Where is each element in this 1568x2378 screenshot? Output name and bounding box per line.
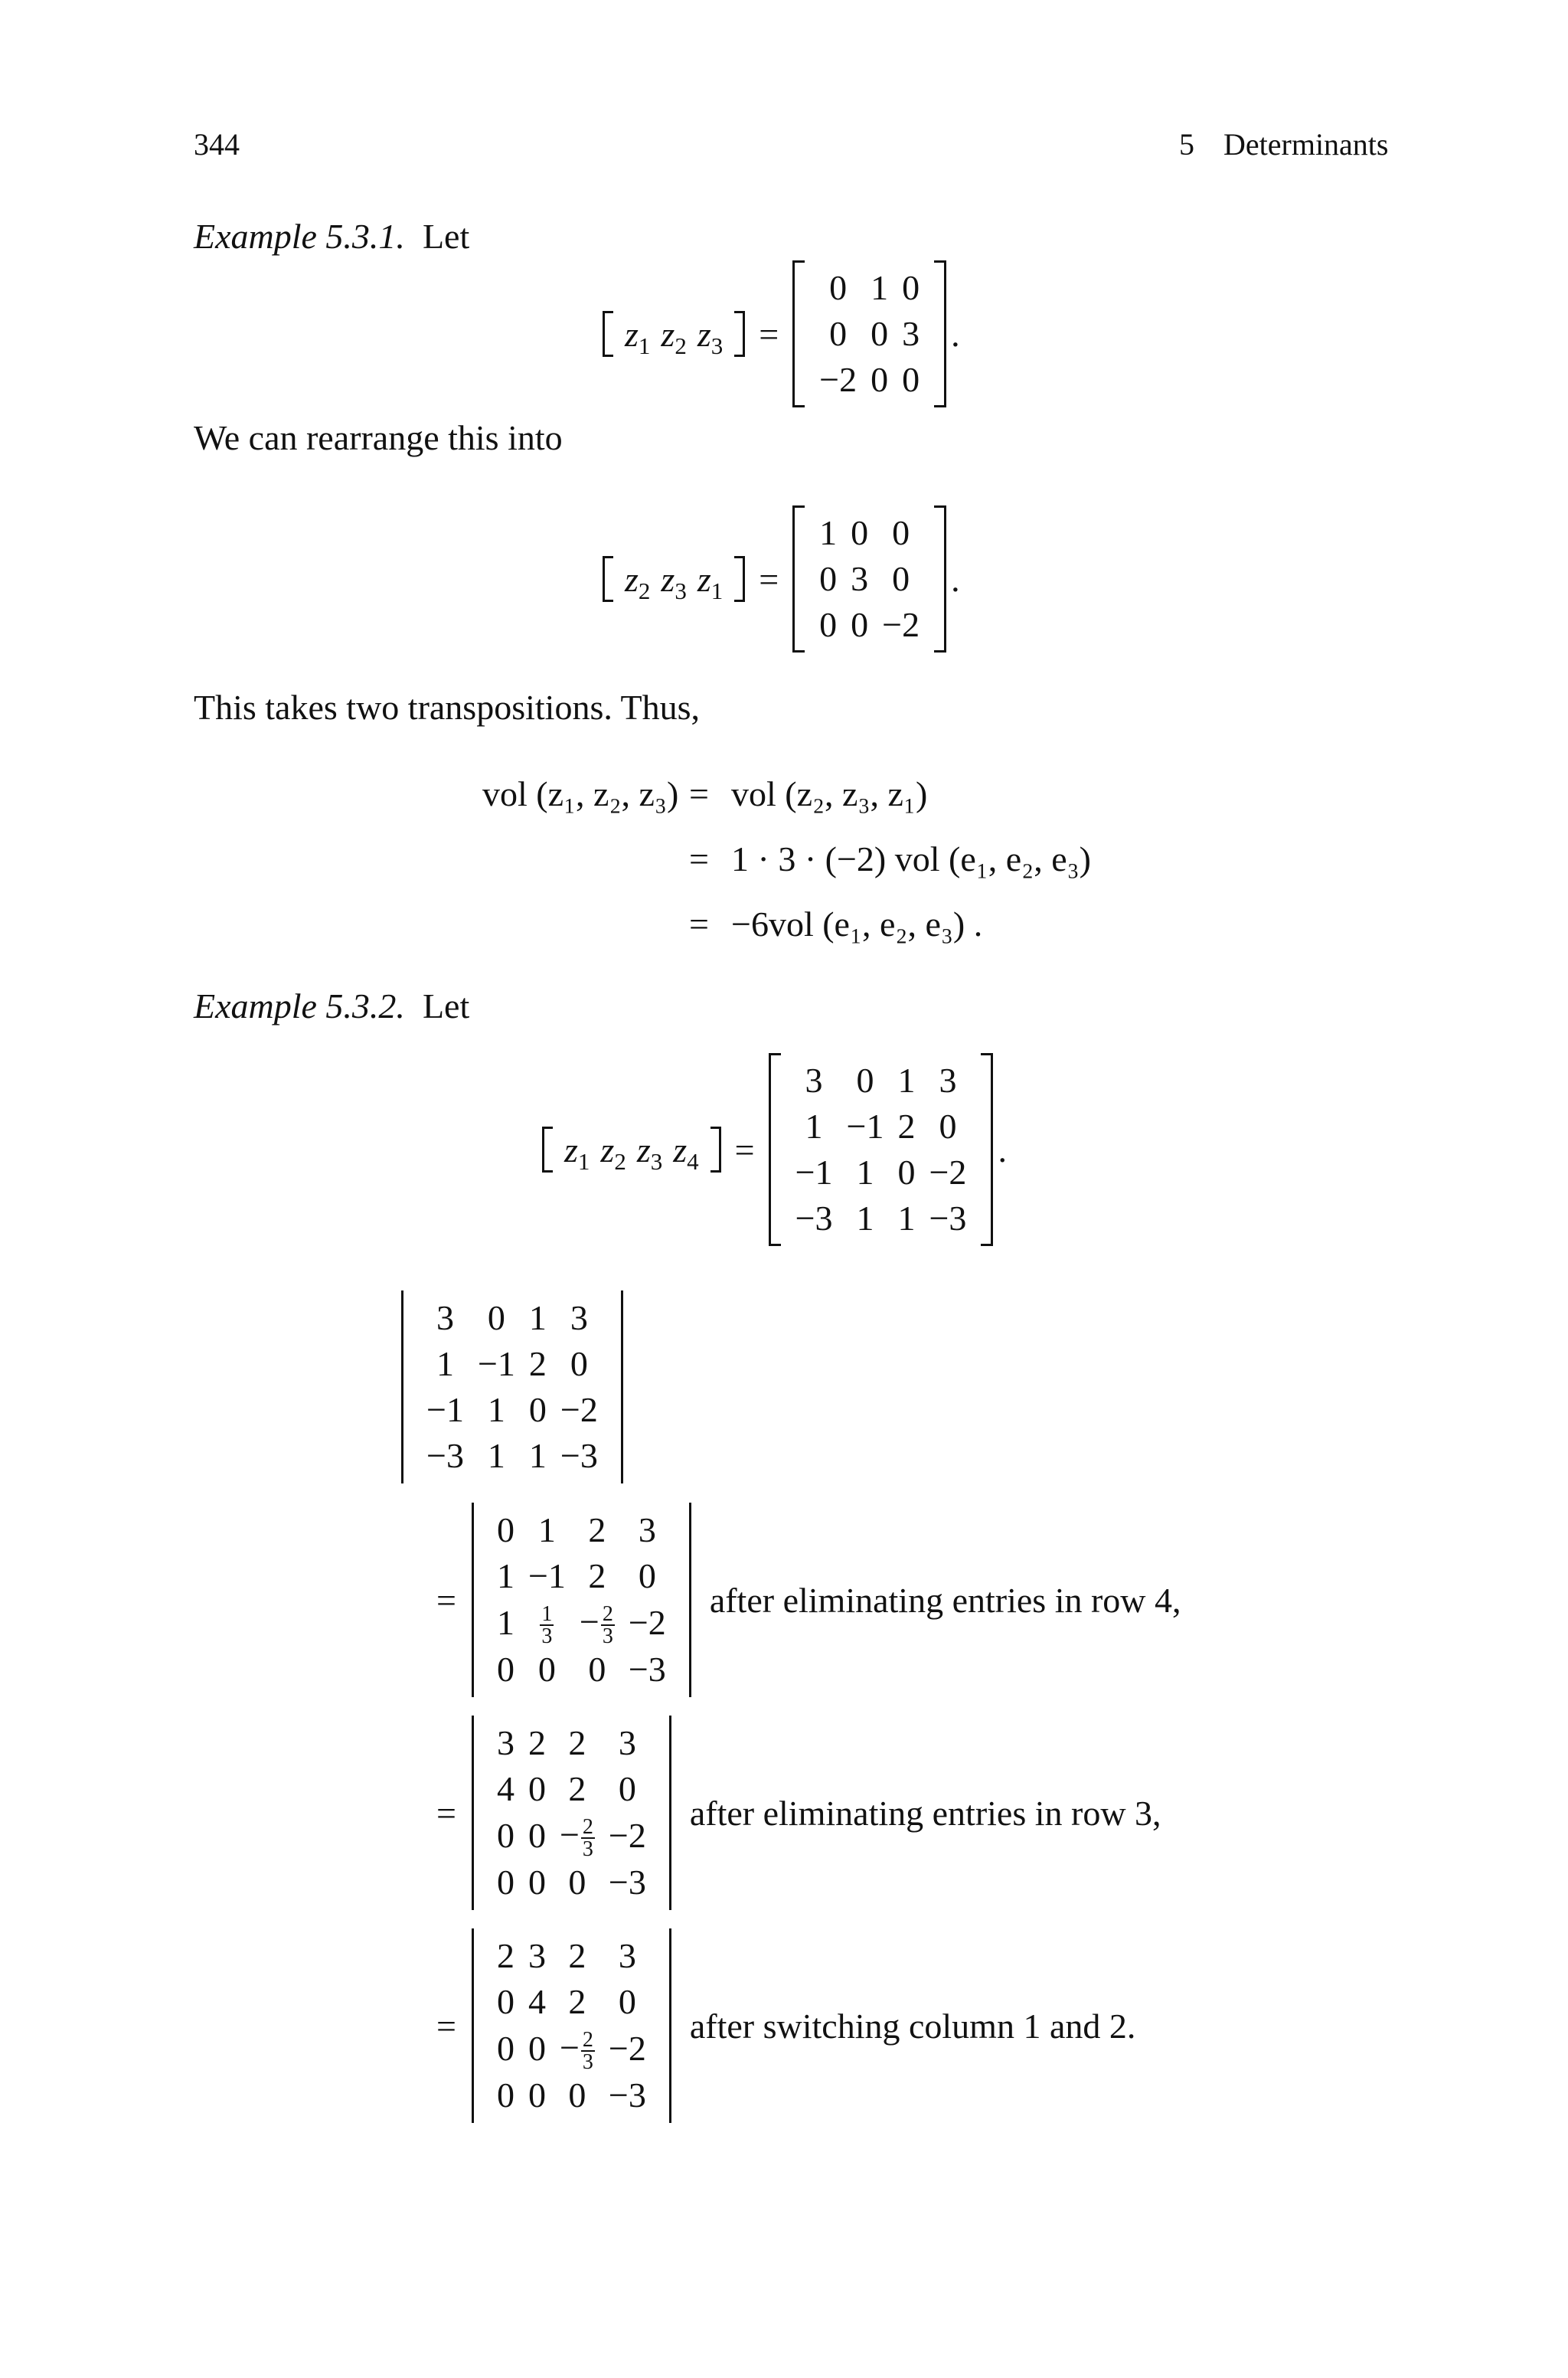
matrix-row <box>812 265 926 311</box>
step-comment-3: after switching column 1 and 2. <box>689 2006 1136 2046</box>
subscript: 1 <box>710 577 724 604</box>
matrix-cell: 0 <box>618 1769 636 1808</box>
matrix-cell: −3 <box>608 1863 646 1902</box>
matrix-cell: −2 <box>608 1816 646 1856</box>
matrix-cell: 1 <box>528 1436 547 1475</box>
subscript: 2 <box>614 1147 626 1175</box>
matrix-cell: 0 <box>496 2029 514 2069</box>
right-bracket <box>734 311 745 357</box>
matrix-cell: 4 <box>496 1769 514 1808</box>
matrix-cell: 0 <box>892 513 910 552</box>
matrix-cell: 0 <box>528 1390 547 1429</box>
vector-entry <box>625 559 651 604</box>
equation-z-matrix <box>603 260 960 407</box>
matrix-row <box>812 556 926 602</box>
equals-sign: = <box>436 1580 456 1620</box>
symbol: z <box>661 559 675 599</box>
matrix-row <box>812 357 926 403</box>
matrix-cell: 0 <box>851 513 869 552</box>
matrix-table <box>490 1933 653 2118</box>
matrix-cell: −2 <box>608 2029 646 2069</box>
matrix-row <box>420 1433 605 1479</box>
let-text: Let <box>422 986 470 1025</box>
matrix-cell: 0 <box>819 559 838 598</box>
matrix-cell: 1 <box>805 1107 823 1146</box>
symbol: z <box>636 1130 651 1169</box>
subscript: 3 <box>710 332 724 359</box>
matrix-cell: 2 <box>588 1556 606 1595</box>
matrix-cell: −3 <box>628 1650 666 1689</box>
matrix-cell: 3 <box>618 1936 636 1975</box>
right-bracket <box>734 556 745 602</box>
matrix-row <box>490 1647 673 1693</box>
subscript: 2 <box>675 332 687 359</box>
matrix-cell: 0 <box>568 2075 586 2115</box>
matrix-row <box>490 1553 673 1599</box>
matrix-cell: 0 <box>496 1863 514 1902</box>
matrix-cell: − $\frac{2}{3}$ <box>559 1815 593 1862</box>
example-5-3-2-heading <box>194 986 469 1026</box>
matrix-cell: 0 <box>588 1650 606 1689</box>
matrix-cell: 3 <box>805 1061 823 1100</box>
matrix-cell: 0 <box>939 1107 957 1146</box>
rearrange-text: We can rearrange this into <box>194 418 563 457</box>
matrix-cell: 0 <box>819 605 838 644</box>
matrix-cell: −1 <box>846 1107 884 1146</box>
matrix-cell: −1 <box>528 1556 566 1595</box>
determinant-step-3 <box>436 1928 1135 2123</box>
matrix-row <box>812 311 926 357</box>
matrix-cell: 0 <box>856 1061 874 1100</box>
symbol: z <box>625 314 639 354</box>
matrix-cell: 1 <box>496 1603 514 1643</box>
matrix-cell: 1 <box>871 268 889 307</box>
matrix-cell: −1 <box>477 1344 515 1383</box>
matrix-cell: 2 <box>568 1723 586 1762</box>
vol-equals-1: = <box>689 774 709 813</box>
matrix-row <box>789 1058 974 1104</box>
matrix-table <box>490 1507 673 1693</box>
vector-entry <box>661 314 687 359</box>
matrix-cell: 3 <box>436 1298 454 1337</box>
vector-z1234 <box>542 1127 721 1173</box>
matrix-cell: 0 <box>902 360 920 399</box>
matrix-cell: −3 <box>426 1436 464 1475</box>
determinant-matrix-1 <box>470 1503 693 1697</box>
matrix-cell: 3 <box>939 1061 957 1100</box>
matrix-table <box>490 1720 653 1905</box>
matrix-cell: − $\frac{2}{3}$ <box>579 1602 613 1649</box>
equals-sign: = <box>436 2006 456 2046</box>
matrix-cell: 1 <box>496 1556 514 1595</box>
matrix-cell: 1 <box>897 1199 916 1238</box>
equation-z4-matrix <box>542 1053 1007 1246</box>
matrix-cell: − $\frac{2}{3}$ <box>559 2028 593 2075</box>
symbol: z <box>661 314 675 354</box>
example-label: Example 5.3.2. <box>194 986 405 1025</box>
matrix-row <box>490 1766 653 1812</box>
equals-sign: = <box>436 1793 456 1833</box>
left-bracket <box>542 1127 553 1173</box>
matrix-cell: −2 <box>929 1153 967 1192</box>
matrix-row <box>812 510 926 556</box>
matrix-row <box>490 1812 653 1860</box>
matrix-cell: 0 <box>496 1510 514 1549</box>
matrix-row <box>789 1196 974 1241</box>
right-bracket <box>710 1127 721 1173</box>
fraction: $\frac{2}{3}$ <box>582 2028 593 2075</box>
matrix-row <box>812 602 926 648</box>
step-comment-2: after eliminating entries in row 3, <box>689 1793 1161 1833</box>
vector-entry <box>636 1130 663 1175</box>
step-comment-1: after eliminating entries in row 4, <box>709 1580 1181 1620</box>
symbol: z <box>697 314 711 354</box>
matrix-row <box>490 2072 653 2118</box>
determinant-step-2 <box>436 1716 1161 1910</box>
matrix-cell: 0 <box>537 1650 556 1689</box>
matrix-cell: 4 <box>528 1982 546 2021</box>
matrix-cell: 1 <box>537 1510 556 1549</box>
matrix-cell: 0 <box>570 1344 588 1383</box>
matrix-table <box>420 1295 605 1479</box>
matrix-4x4 <box>769 1053 994 1246</box>
vol-lhs: vol (z₁, z₂, z₃) <box>482 774 679 813</box>
subscript: 1 <box>577 1147 590 1175</box>
matrix-cell: 2 <box>897 1107 916 1146</box>
subscript: 3 <box>650 1147 663 1175</box>
transpositions-text: This takes two transpositions. Thus, <box>194 688 701 727</box>
equals-sign: = <box>734 1130 755 1169</box>
matrix-row <box>789 1150 974 1196</box>
matrix-cell: 0 <box>496 1982 514 2021</box>
period: . <box>998 1130 1007 1169</box>
vector-entry <box>697 314 724 359</box>
matrix-row <box>420 1295 605 1341</box>
vector-z231 <box>603 556 745 602</box>
matrix-cell: −2 <box>560 1390 598 1429</box>
equals-sign: = <box>759 559 779 599</box>
left-bracket <box>603 311 613 357</box>
determinant-0 <box>400 1290 625 1483</box>
fraction: $\frac{2}{3}$ <box>602 1602 613 1649</box>
matrix-cell: 2 <box>528 1344 547 1383</box>
matrix-cell: −2 <box>628 1603 666 1643</box>
matrix-cell: 2 <box>568 1769 586 1808</box>
matrix-cell: 2 <box>568 1936 586 1975</box>
matrix-cell: 0 <box>829 314 848 353</box>
matrix-cell: −2 <box>819 360 858 399</box>
vol-line-1: vol (z₂, z₃, z₁) <box>731 774 928 813</box>
matrix-cell: −3 <box>608 2075 646 2115</box>
matrix-row <box>490 2025 653 2072</box>
matrix-cell: −2 <box>882 605 920 644</box>
subscript: 4 <box>687 1147 699 1175</box>
vector-entry <box>564 1130 590 1175</box>
matrix-cell: 0 <box>528 2029 546 2069</box>
determinant-matrix-2 <box>470 1716 673 1910</box>
matrix-cell: 3 <box>851 559 869 598</box>
matrix-cell: 3 <box>902 314 920 353</box>
matrix-cell: 0 <box>829 268 848 307</box>
symbol: z <box>564 1130 578 1169</box>
matrix-cell: 2 <box>588 1510 606 1549</box>
chapter-number: 5 <box>1179 127 1194 162</box>
determinant-matrix-3 <box>470 1928 673 2123</box>
determinant-matrix-0 <box>400 1290 625 1483</box>
matrix-row <box>490 1720 653 1766</box>
matrix-row <box>490 1979 653 2025</box>
subscript: 2 <box>638 577 651 604</box>
matrix-cell: 1 <box>856 1153 874 1192</box>
matrix-cell: 0 <box>528 1863 546 1902</box>
matrix-cell: −3 <box>795 1199 833 1238</box>
matrix-cell: 3 <box>528 1936 546 1975</box>
matrix-cell: 0 <box>496 2075 514 2115</box>
vol-line-2: 1 · 3 · (−2) vol (e₁, e₂, e₃) <box>731 839 1091 878</box>
matrix-cell: 0 <box>528 1816 546 1856</box>
matrix-cell: 2 <box>568 1982 586 2021</box>
subscript: 3 <box>675 577 687 604</box>
equals-sign: = <box>759 314 779 354</box>
symbol: z <box>625 559 639 599</box>
matrix-cell: 0 <box>638 1556 656 1595</box>
matrix-cell: 0 <box>902 268 920 307</box>
matrix-cell: 1 <box>819 513 838 552</box>
vector-entry <box>600 1130 626 1175</box>
matrix-cell: 0 <box>568 1863 586 1902</box>
matrix-row <box>490 1507 673 1553</box>
page-number: 344 <box>194 127 240 162</box>
matrix-cell: −3 <box>929 1199 967 1238</box>
matrix-cell: 1 <box>487 1436 505 1475</box>
matrix-row <box>490 1860 653 1905</box>
vector-entry <box>673 1130 699 1175</box>
symbol: z <box>673 1130 688 1169</box>
matrix-row <box>420 1387 605 1433</box>
let-text: Let <box>422 217 470 256</box>
matrix-cell: −3 <box>560 1436 598 1475</box>
matrix-2 <box>792 505 946 653</box>
matrix-cell: 0 <box>528 2075 546 2115</box>
matrix-cell: 0 <box>851 605 869 644</box>
matrix-cell: 0 <box>496 1650 514 1689</box>
matrix-cell: 3 <box>618 1723 636 1762</box>
matrix-row <box>490 1599 673 1647</box>
matrix-row <box>789 1104 974 1150</box>
subscript: 1 <box>638 332 651 359</box>
chapter-title: Determinants <box>1223 127 1389 162</box>
example-label: Example 5.3.1. <box>194 217 405 256</box>
matrix-cell: −1 <box>426 1390 464 1429</box>
period: . <box>951 559 960 599</box>
matrix-cell: 1 <box>897 1061 916 1100</box>
vector-z123 <box>603 311 745 357</box>
matrix-cell: 0 <box>871 314 889 353</box>
matrix-1 <box>792 260 946 407</box>
matrix-cell: −1 <box>795 1153 833 1192</box>
matrix-cell: 1 <box>487 1390 505 1429</box>
matrix-cell: 0 <box>892 559 910 598</box>
equation-rearranged <box>603 505 960 653</box>
matrix-cell: 2 <box>528 1723 546 1762</box>
matrix-cell: 3 <box>570 1298 588 1337</box>
symbol: z <box>697 559 711 599</box>
matrix-table <box>789 1058 974 1241</box>
example-5-3-1-heading <box>194 216 469 257</box>
vol-equals-3: = <box>689 904 709 944</box>
fraction: $\frac{1}{3}$ <box>541 1602 553 1649</box>
vol-line-3: −6vol (e₁, e₂, e₃) . <box>731 904 983 944</box>
vector-entry <box>661 559 687 604</box>
matrix-cell: 1 <box>528 1298 547 1337</box>
vector-entry <box>697 559 724 604</box>
matrix-cell: 0 <box>897 1153 916 1192</box>
matrix-cell: 3 <box>496 1723 514 1762</box>
matrix-row <box>420 1341 605 1387</box>
matrix-cell: 0 <box>487 1298 505 1337</box>
fraction: $\frac{2}{3}$ <box>582 1815 593 1862</box>
matrix-row <box>490 1933 653 1979</box>
matrix-cell: 0 <box>618 1982 636 2021</box>
matrix-cell: 0 <box>496 1816 514 1856</box>
matrix-cell: 2 <box>496 1936 514 1975</box>
matrix-cell <box>521 1599 573 1647</box>
vector-entry <box>625 314 651 359</box>
period: . <box>951 314 960 354</box>
matrix-cell: 3 <box>638 1510 656 1549</box>
matrix-cell: 1 <box>856 1199 874 1238</box>
matrix-cell: 0 <box>528 1769 546 1808</box>
left-bracket <box>603 556 613 602</box>
matrix-cell: 1 <box>436 1344 454 1383</box>
determinant-step-1 <box>436 1503 1181 1697</box>
matrix-cell: 0 <box>871 360 889 399</box>
matrix-table <box>812 265 926 403</box>
vol-equals-2: = <box>689 839 709 878</box>
matrix-table <box>812 510 926 648</box>
symbol: z <box>600 1130 615 1169</box>
